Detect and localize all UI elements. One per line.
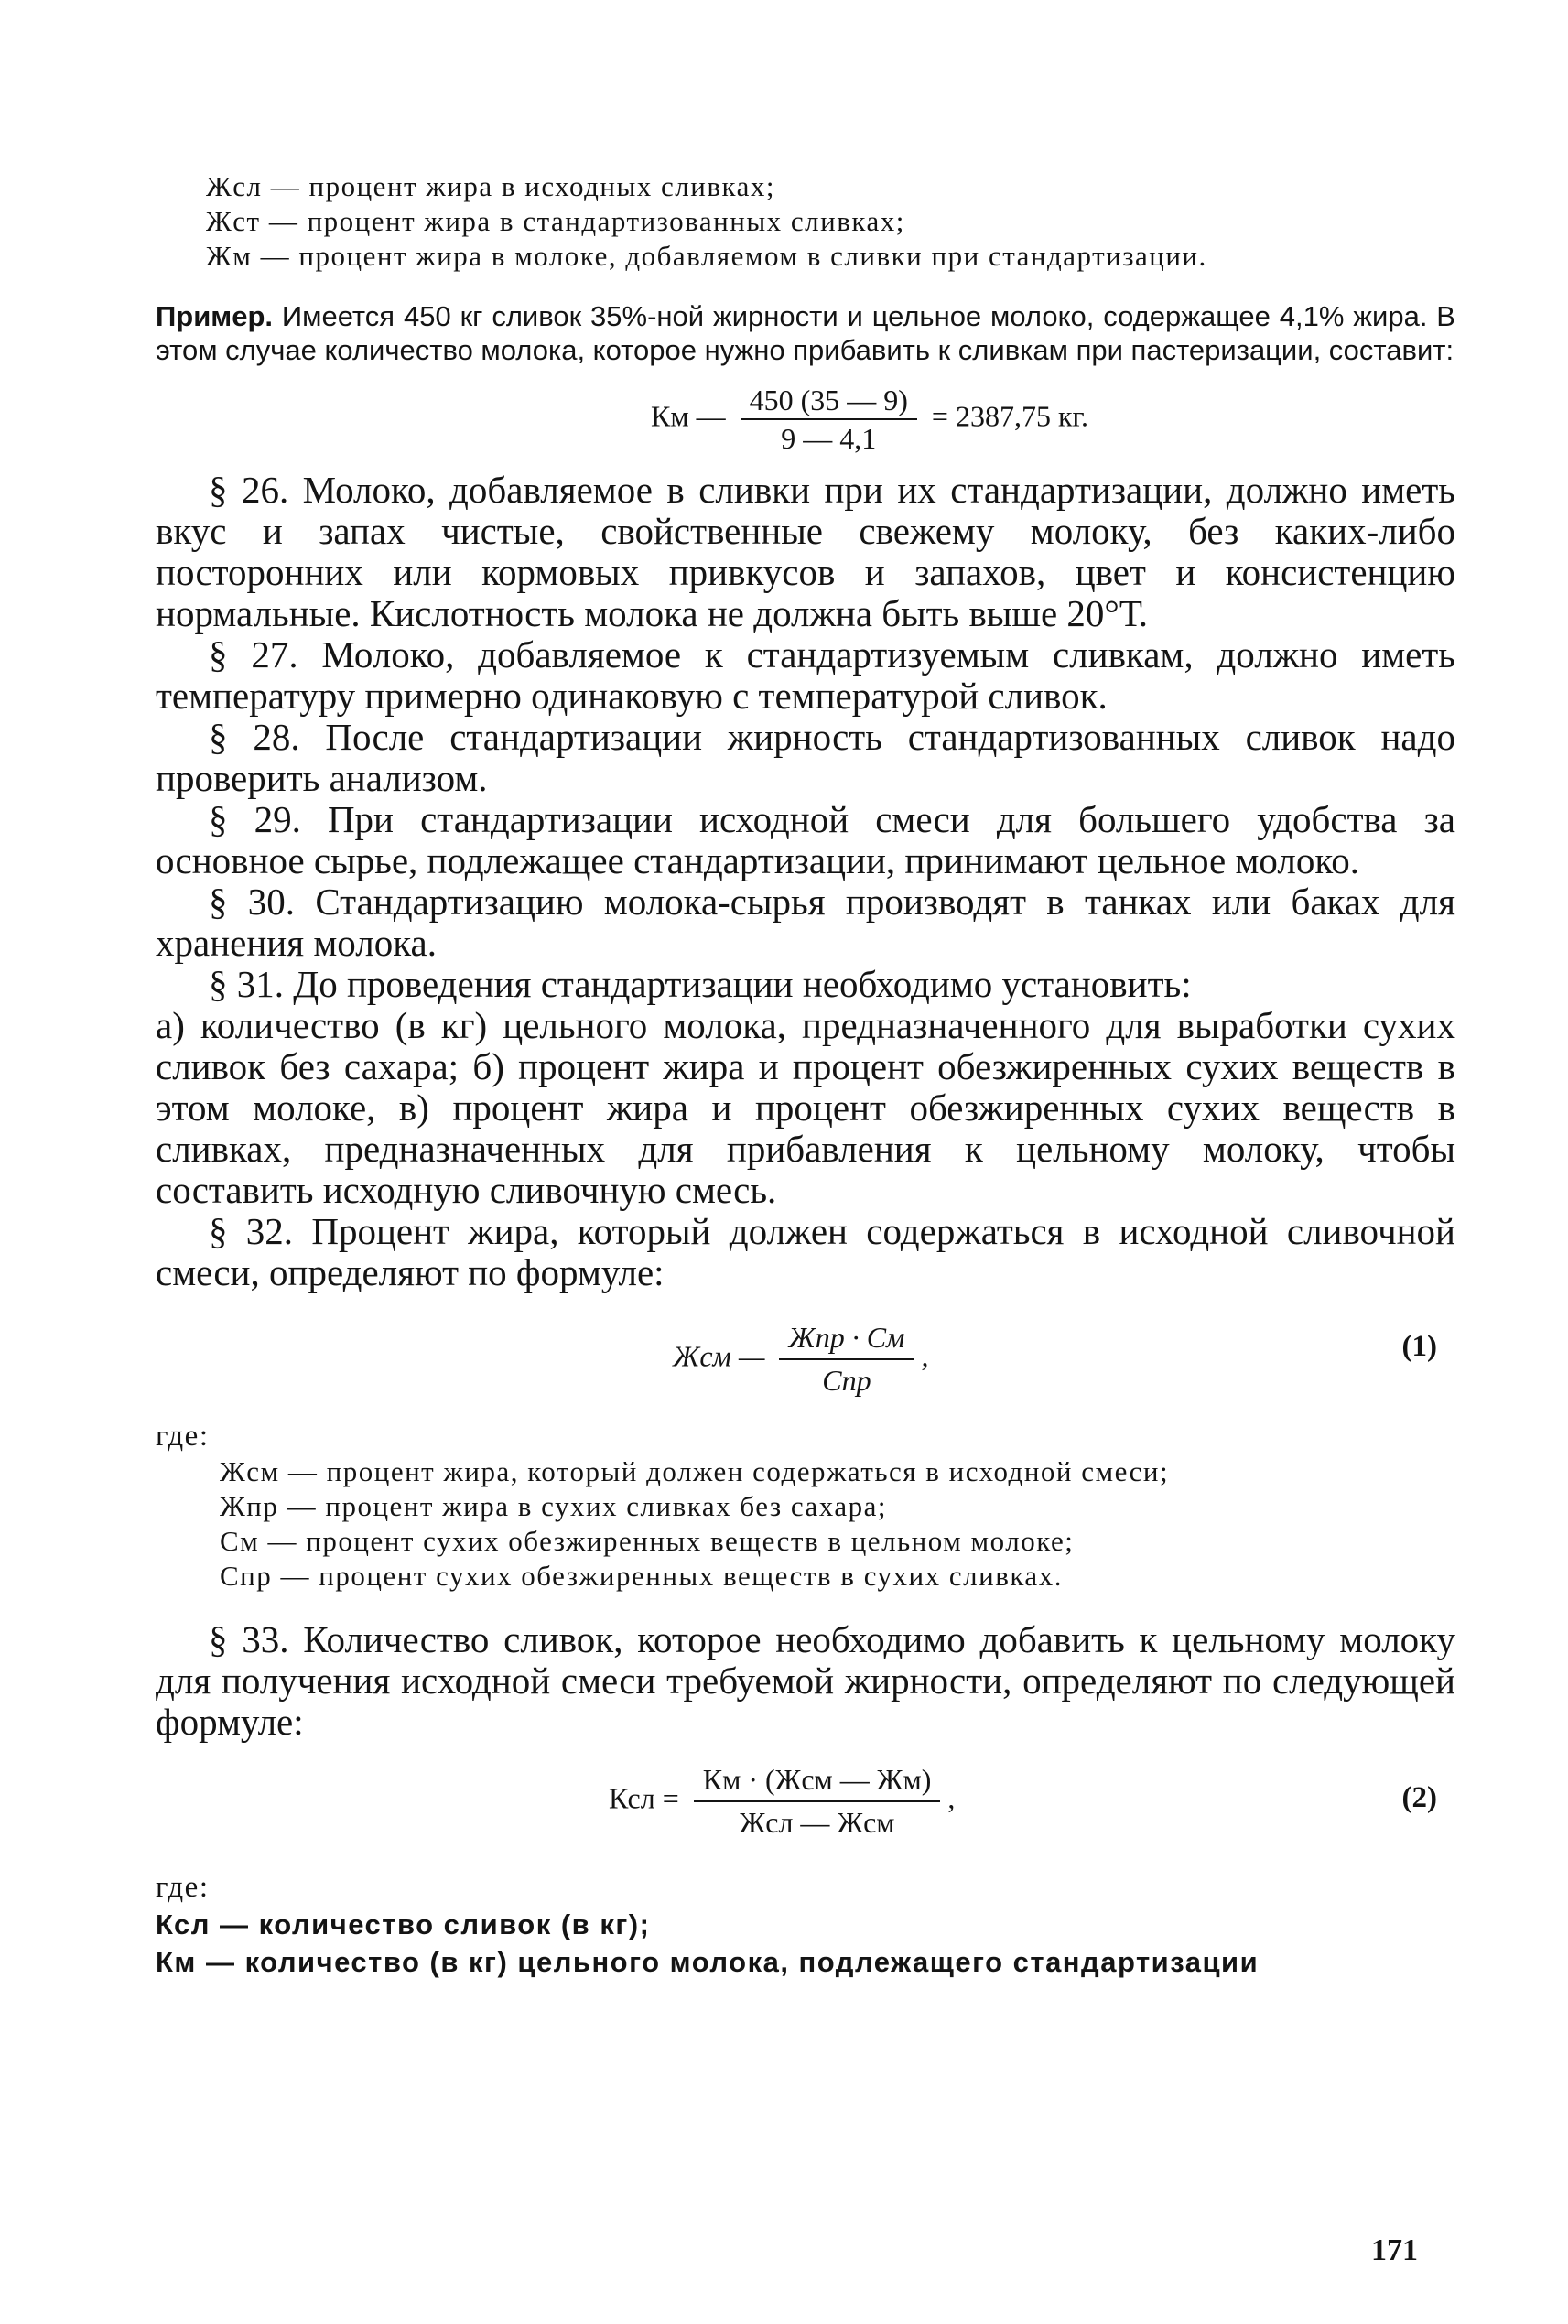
main-text-2 (156, 1619, 1455, 1743)
formula-2 (156, 1754, 1455, 1864)
formula-fraction (694, 1763, 941, 1840)
definition-line: Жсм — процент жира, который должен содержаться в исходной смеси; (220, 1455, 1170, 1487)
definition-line: Жсл — процент жира в исходных сливках; (206, 170, 775, 202)
formula-fraction (741, 385, 917, 453)
formula-denominator: Спр (822, 1364, 871, 1397)
definition-line: Жпр — процент жира в сухих сливках без сахара; (220, 1490, 887, 1522)
formula-2-expression (609, 1763, 955, 1840)
paragraph-31-items: а) количество (в кг) цельного молока, предназначенного для выработки сухих сливок без сахара; б) процент жира и процент обезжиренных сухих веществ в этом молоке, в) процент жира и процент обезжиренных сухих веществ в сливках, предназначенных для прибавления к цельному молоку, чтобы составить исходную сливочную смесь. (156, 1004, 1455, 1211)
page-number: 171 (1371, 2233, 1418, 2267)
where-label-2: где: (156, 1871, 210, 1904)
formula-1-definitions (220, 1454, 1455, 1594)
top-definitions (206, 169, 1455, 274)
formula-result: = 2387,75 кг. (931, 399, 1088, 433)
formula-lhs: Жсм — (673, 1339, 765, 1373)
example-text: Имеется 450 кг сливок 35%-ной жирности и цельное молоко, содержащее 4,1% жира. В этом случае количество молока, которое нужно прибавить к сливкам при пастеризации, составит: (156, 300, 1455, 366)
formula-lhs: Км — (650, 399, 726, 433)
paragraph-27: § 27. Молоко, добавляемое к стандартизуемым сливкам, должно иметь температуру примерно одинаковую с температурой сливок. (156, 633, 1455, 717)
page-content (156, 169, 1455, 1981)
paragraph-32: § 32. Процент жира, который должен содержаться в исходной сливочной смеси, определяют по формуле: (156, 1210, 1455, 1293)
formula-1-expression (673, 1321, 928, 1398)
formula-tail: , (947, 1781, 956, 1815)
paragraph-31: § 31. До проведения стандартизации необходимо установить: (209, 963, 1192, 1005)
paragraph-29: § 29. При стандартизации исходной смеси для большего удобства за основное сырье, подлежащее стандартизации, принимают цельное молоко. (156, 798, 1455, 881)
definition-line: Жст — процент жира в стандартизованных сливках; (206, 205, 905, 237)
formula-denominator: Жсл — Жсм (739, 1806, 895, 1839)
example-label: Пример. (156, 300, 273, 332)
where-label: где: (156, 1420, 210, 1453)
paragraph-30: § 30. Стандартизацию молока-сырья производят в танках или баках для хранения молока. (156, 881, 1455, 964)
definition-line: Спр — процент сухих обезжиренных веществ в сухих сливках. (220, 1560, 1063, 1592)
definition-line: См — процент сухих обезжиренных веществ в цельном молоке; (220, 1525, 1075, 1557)
formula-denominator: 9 — 4,1 (781, 422, 877, 455)
formula-lhs: Ксл = (609, 1781, 679, 1815)
definition-line: Ксл — количество сливок (в кг); (156, 1908, 651, 1940)
paragraph-28: § 28. После стандартизации жирность стандартизованных сливок надо проверить анализом. (156, 716, 1455, 799)
formula-tail: , (921, 1339, 929, 1373)
formula-1 (156, 1303, 1455, 1412)
paragraph-26: § 26. Молоко, добавляемое в сливки при их стандартизации, должно иметь вкус и запах чистые, свойственные свежему молоку, без каких-либо посторонних или кормовых привкусов и запахов, цвет и консистенцию нормальные. Кислотность молока не должна быть выше 20°Т. (156, 469, 1455, 634)
example-block (156, 299, 1455, 367)
formula-numerator: Жпр · См (779, 1321, 914, 1360)
paragraph-33: § 33. Количество сливок, которое необходимо добавить к цельному молоку для получения исходной смеси требуемой жирности, определяют по следующей формуле: (156, 1618, 1455, 1743)
formula-number: (2) (1401, 1781, 1437, 1814)
main-text (156, 470, 1455, 1293)
formula-number: (1) (1401, 1330, 1437, 1363)
definition-line: Км — количество (в кг) цельного молока, подлежащего стандартизации (156, 1946, 1260, 1978)
formula-numerator: Км · (Жсм — Жм) (694, 1763, 941, 1802)
definition-line: Жм — процент жира в молоке, добавляемом в сливки при стандартизации. (206, 240, 1207, 272)
formula-fraction (779, 1321, 914, 1398)
example-formula (156, 385, 1455, 453)
formula-2-definitions (156, 1906, 1455, 1981)
formula-numerator: 450 (35 — 9) (741, 385, 917, 420)
